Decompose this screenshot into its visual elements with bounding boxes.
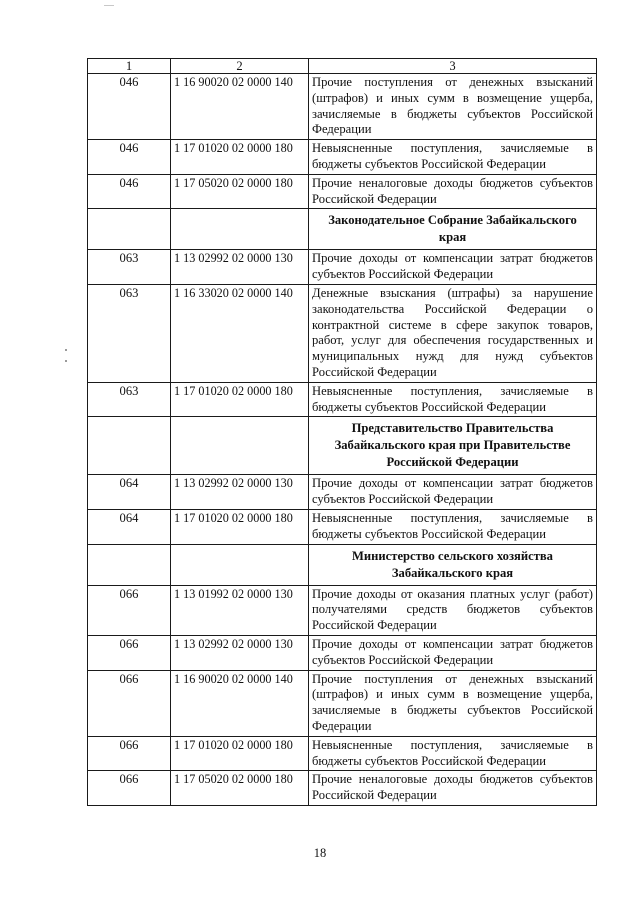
empty-cell xyxy=(171,417,309,475)
revenue-name-cell: Прочие неналоговые доходы бюджетов субъектов Российской Федерации xyxy=(309,174,597,209)
revenue-name-cell: Невыясненные поступления, зачисляемые в бюджеты субъектов Российской Федерации xyxy=(309,382,597,417)
admin-code-cell: 046 xyxy=(88,174,171,209)
empty-cell xyxy=(88,544,171,585)
section-header-row xyxy=(88,544,597,585)
admin-code-cell: 066 xyxy=(88,585,171,635)
admin-code-cell: 063 xyxy=(88,382,171,417)
admin-code-cell: 064 xyxy=(88,509,171,544)
table-row xyxy=(88,250,597,285)
column-header-1: 1 xyxy=(88,59,171,74)
table-row xyxy=(88,771,597,806)
revenue-code-cell: 1 17 01020 02 0000 180 xyxy=(171,509,309,544)
table-body xyxy=(88,59,597,806)
revenue-name-cell: Прочие поступления от денежных взысканий (штрафов) и иных сумм в возмещение ущерба, зачисляемые в бюджеты субъектов Российской Федерации xyxy=(309,670,597,736)
revenue-code-cell: 1 13 02992 02 0000 130 xyxy=(171,475,309,510)
admin-code-cell: 046 xyxy=(88,74,171,140)
section-title: Представительство Правительства Забайкальского края при Правительстве Российской Федерации xyxy=(309,417,597,475)
admin-code-cell: 066 xyxy=(88,670,171,736)
revenue-name-cell: Прочие доходы от компенсации затрат бюджетов субъектов Российской Федерации xyxy=(309,475,597,510)
revenue-code-cell: 1 16 33020 02 0000 140 xyxy=(171,284,309,382)
admin-code-cell: 063 xyxy=(88,250,171,285)
empty-cell xyxy=(88,417,171,475)
empty-cell xyxy=(88,209,171,250)
revenue-code-cell: 1 16 90020 02 0000 140 xyxy=(171,670,309,736)
revenue-code-cell: 1 16 90020 02 0000 140 xyxy=(171,74,309,140)
revenue-name-cell: Денежные взыскания (штрафы) за нарушение законодательства Российской Федерации о контрактной системе в сфере закупок товаров, работ, услуг для обеспечения государственных и муниципальных нужд для нужд субъектов Российской Федерации xyxy=(309,284,597,382)
table-header-row xyxy=(88,59,597,74)
revenue-name-cell: Невыясненные поступления, зачисляемые в бюджеты субъектов Российской Федерации xyxy=(309,736,597,771)
admin-code-cell: 066 xyxy=(88,635,171,670)
admin-code-cell: 066 xyxy=(88,736,171,771)
revenue-name-cell: Прочие неналоговые доходы бюджетов субъектов Российской Федерации xyxy=(309,771,597,806)
table-row xyxy=(88,382,597,417)
section-header-row xyxy=(88,209,597,250)
table-row xyxy=(88,140,597,175)
table-row xyxy=(88,509,597,544)
section-title: Министерство сельского хозяйства Забайкальского края xyxy=(309,544,597,585)
revenue-name-cell: Прочие поступления от денежных взысканий (штрафов) и иных сумм в возмещение ущерба, зачисляемые в бюджеты субъектов Российской Федерации xyxy=(309,74,597,140)
table-row xyxy=(88,74,597,140)
table-row xyxy=(88,284,597,382)
scan-artifact-dot xyxy=(65,349,67,351)
revenue-code-cell: 1 17 01020 02 0000 180 xyxy=(171,382,309,417)
table-row xyxy=(88,736,597,771)
column-header-2: 2 xyxy=(171,59,309,74)
empty-cell xyxy=(171,209,309,250)
revenue-name-cell: Прочие доходы от компенсации затрат бюджетов субъектов Российской Федерации xyxy=(309,635,597,670)
revenue-code-cell: 1 17 01020 02 0000 180 xyxy=(171,736,309,771)
revenue-code-cell: 1 17 05020 02 0000 180 xyxy=(171,771,309,806)
admin-code-cell: 063 xyxy=(88,284,171,382)
scan-artifact-mark xyxy=(104,5,114,6)
column-header-3: 3 xyxy=(309,59,597,74)
table-row xyxy=(88,670,597,736)
revenue-code-cell: 1 17 01020 02 0000 180 xyxy=(171,140,309,175)
revenue-name-cell: Прочие доходы от оказания платных услуг (работ) получателями средств бюджетов субъектов Российской Федерации xyxy=(309,585,597,635)
revenue-name-cell: Невыясненные поступления, зачисляемые в бюджеты субъектов Российской Федерации xyxy=(309,140,597,175)
revenue-codes-table xyxy=(87,58,597,806)
table-row xyxy=(88,585,597,635)
revenue-code-cell: 1 13 02992 02 0000 130 xyxy=(171,250,309,285)
page-number: 18 xyxy=(313,846,327,860)
admin-code-cell: 064 xyxy=(88,475,171,510)
section-title: Законодательное Собрание Забайкальского края xyxy=(309,209,597,250)
table-row xyxy=(88,635,597,670)
revenue-code-cell: 1 17 05020 02 0000 180 xyxy=(171,174,309,209)
table-row xyxy=(88,174,597,209)
admin-code-cell: 066 xyxy=(88,771,171,806)
empty-cell xyxy=(171,544,309,585)
revenue-name-cell: Невыясненные поступления, зачисляемые в бюджеты субъектов Российской Федерации xyxy=(309,509,597,544)
admin-code-cell: 046 xyxy=(88,140,171,175)
section-header-row xyxy=(88,417,597,475)
revenue-name-cell: Прочие доходы от компенсации затрат бюджетов субъектов Российской Федерации xyxy=(309,250,597,285)
revenue-code-cell: 1 13 01992 02 0000 130 xyxy=(171,585,309,635)
revenue-code-cell: 1 13 02992 02 0000 130 xyxy=(171,635,309,670)
scan-artifact-dot xyxy=(65,360,67,362)
table-row xyxy=(88,475,597,510)
